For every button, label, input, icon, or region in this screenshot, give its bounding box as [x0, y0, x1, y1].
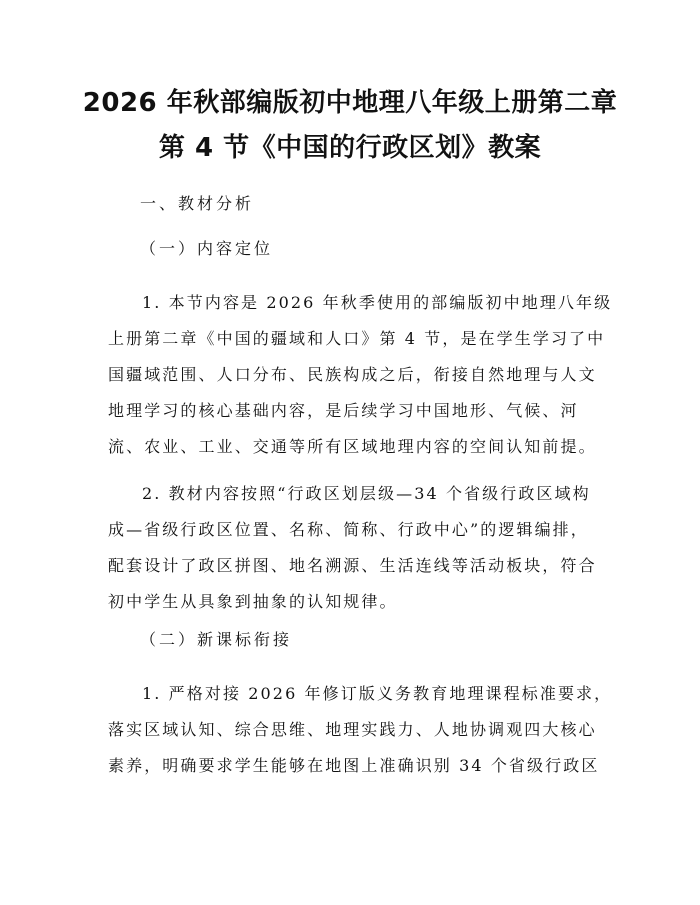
paragraph-line: 2. 教材内容按照“行政区划层级—34 个省级行政区域构	[142, 484, 591, 503]
paragraph-1	[108, 285, 613, 465]
paragraph-line: 1. 严格对接 2026 年修订版义务教育地理课程标准要求，	[142, 684, 613, 703]
paragraph-line: 流、农业、工业、交通等所有区域地理内容的空间认知前提。	[108, 437, 597, 456]
paragraph-line: 上册第二章《中国的疆域和人口》第 4 节，是在学生学习了中	[108, 329, 606, 348]
paragraph-line: 配套设计了政区拼图、地名溯源、生活连线等活动板块，符合	[108, 556, 597, 575]
section-heading-textbook-analysis: 一、教材分析	[140, 194, 255, 213]
document-title-line-2: 第 4 节《中国的行政区划》教案	[158, 133, 542, 163]
subsection-heading-content-positioning: （一）内容定位	[140, 239, 274, 258]
paragraph-line: 初中学生从具象到抽象的认知规律。	[108, 592, 398, 611]
paragraph-line: 成—省级行政区位置、名称、简称、行政中心”的逻辑编排，	[108, 520, 589, 539]
paragraph-line: 1. 本节内容是 2026 年秋季使用的部编版初中地理八年级	[142, 293, 613, 312]
document-title-line-1: 2026 年秋部编版初中地理八年级上册第二章	[82, 88, 618, 118]
paragraph-2	[108, 476, 602, 620]
paragraph-line: 落实区域认知、综合思维、地理实践力、人地协调观四大核心	[108, 720, 597, 739]
paragraph-line: 国疆域范围、人口分布、民族构成之后，衔接自然地理与人文	[108, 365, 597, 384]
paragraph-line: 素养，明确要求学生能够在地图上准确识别 34 个省级行政区	[108, 756, 600, 775]
paragraph-line: 地理学习的核心基础内容，是后续学习中国地形、气候、河	[108, 401, 579, 420]
paragraph-3	[108, 676, 613, 784]
subsection-heading-new-curriculum: （二）新课标衔接	[140, 630, 293, 649]
